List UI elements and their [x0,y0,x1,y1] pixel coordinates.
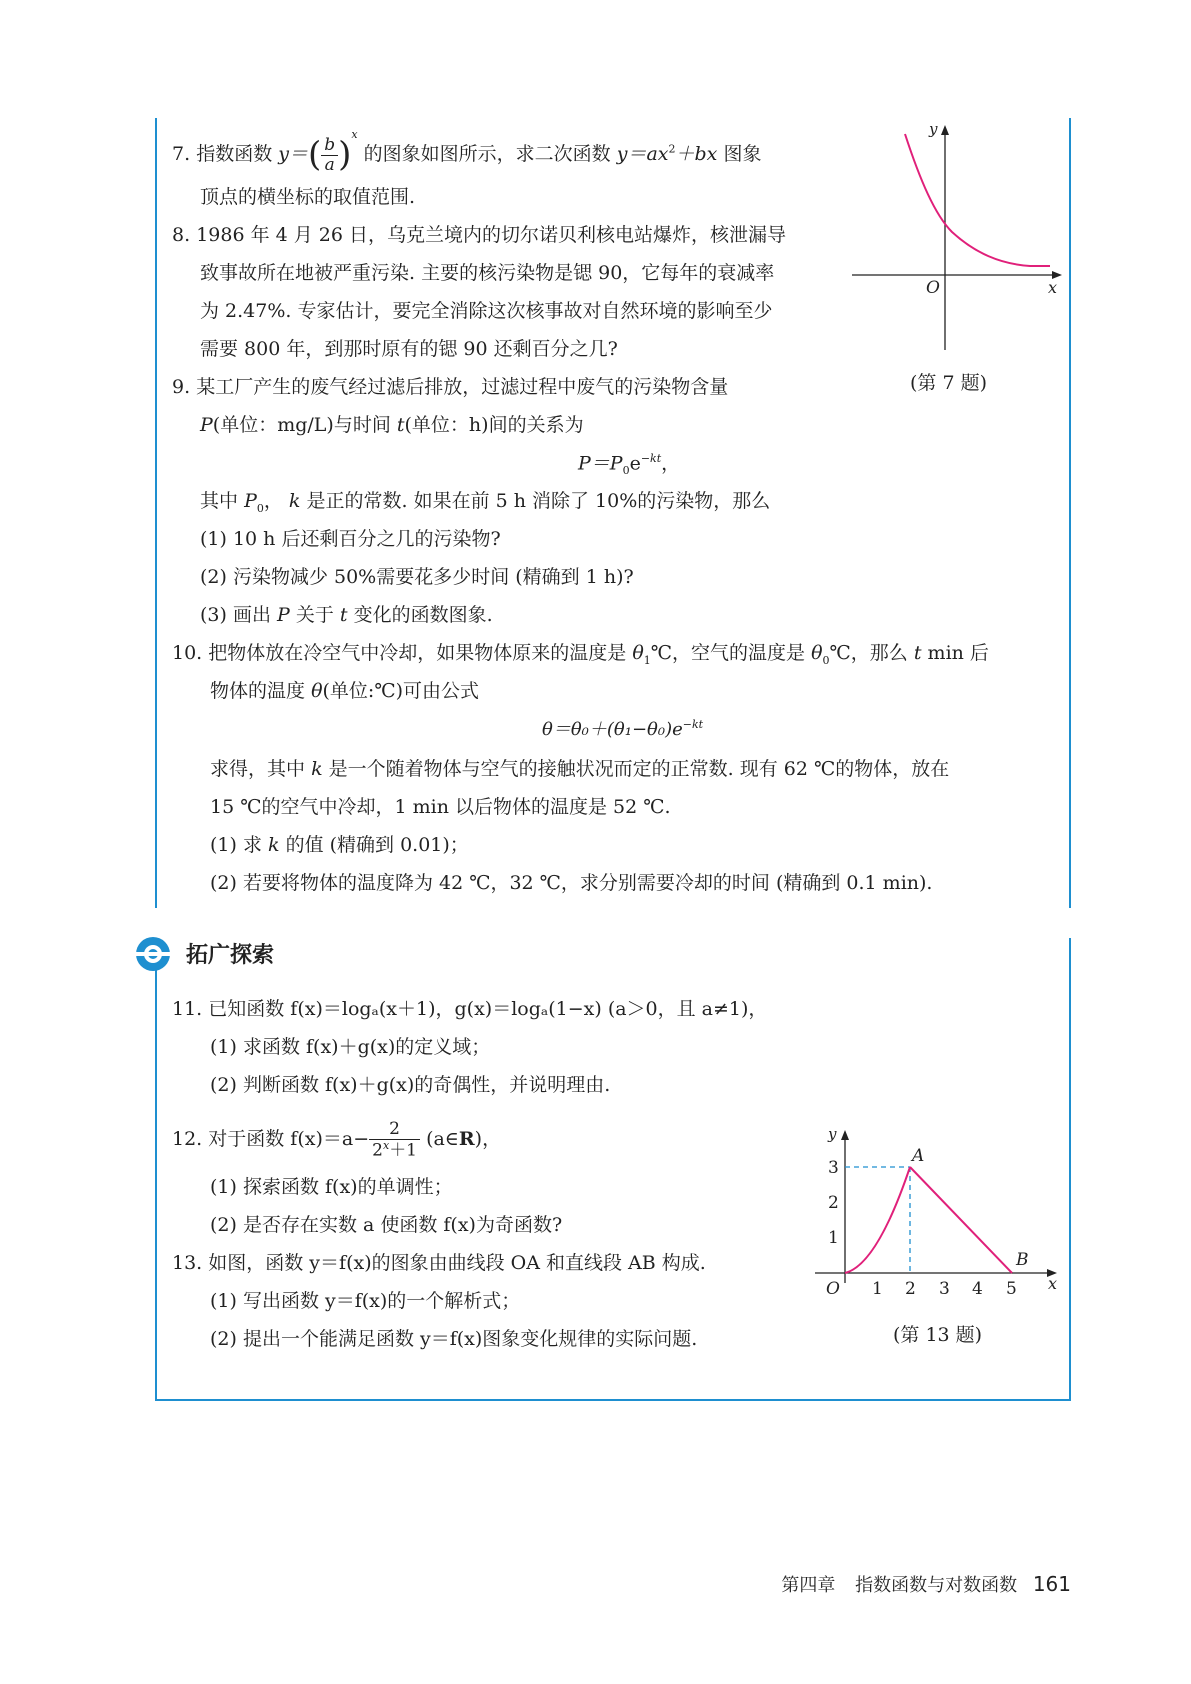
problem-10-line-2 [210,680,479,703]
subscript: 0 [822,653,830,667]
problem-number: 10. [172,642,203,664]
fig13-x-tick-3: 3 [939,1279,950,1299]
problem-text: 关于 [295,604,334,626]
subscript: 1 [643,653,651,667]
problem-7-line-1 [172,128,761,175]
problem-7-line-2: 顶点的横坐标的取值范围. [200,186,416,208]
fig13-y-label: y [828,1125,837,1143]
problem-text: ℃，空气的温度是 [650,642,806,664]
denominator-tail: ＋1 [389,1140,418,1161]
problem-11-line-1 [172,998,767,1021]
problem-text: (a∈ [426,1128,459,1151]
problem-13-sub-1: (1) 写出函数 y＝f(x)的一个解析式； [210,1290,521,1312]
problem-9-sub-2: (2) 污染物减少 50%需要花多少时间 (精确到 1 h)? [200,566,634,588]
problem-11-sub-2: (2) 判断函数 f(x)＋g(x)的奇偶性，并说明理由. [210,1074,611,1096]
problem-10-sub-2: (2) 若要将物体的温度降为 42 ℃，32 ℃，求分别需要冷却的时间 (精确到 0.1 min). [210,872,933,894]
problem-text: 求得，其中 [210,758,306,780]
fig13-point-B-label: B [1016,1250,1029,1270]
fraction-numerator: b [321,136,338,156]
math-var: t [339,604,348,626]
left-paren: ( [307,134,322,175]
problem-text: 变化的函数图象. [353,604,493,626]
math-expression: y＝ [278,143,308,165]
page-number: 161 [1032,1572,1071,1596]
problem-number: 12. [172,1128,203,1151]
problem-10-sub-1 [210,834,469,857]
problem-text: 物体的温度 [210,680,306,702]
problem-text: 是一个随着物体与空气的接触状况而定的正常数. 现有 62 ℃的物体，放在 [328,758,950,780]
problem-text: 对于函数 f(x)＝a− [208,1128,370,1151]
fig13-x-label: x [1048,1274,1058,1293]
problem-number: 13. [172,1252,203,1274]
fig13-y-tick-2: 2 [828,1193,839,1213]
problem-9-sub-3 [200,604,493,627]
fig7-y-label: y [929,120,938,138]
curve-OA [845,1167,910,1273]
fig13-point-A-label: A [912,1146,925,1166]
problem-13-sub-2: (2) 提出一个能满足函数 y＝f(x)图象变化规律的实际问题. [210,1328,698,1350]
problem-text: 图象 [723,143,762,165]
math-var: θ [811,642,823,664]
section-icon [134,935,172,973]
math-var: P [200,414,213,436]
problem-12-sub-1: (1) 探索函数 f(x)的单调性； [210,1176,453,1198]
page-footer [781,1571,1071,1597]
math-var: P [277,604,290,626]
footer-chapter: 第四章 [781,1575,836,1596]
problem-text: (单位：h)间的关系为 [404,414,584,436]
subscript: 0 [622,464,630,478]
problem-text: (3) 画出 [200,604,271,626]
problem-13-line-1 [172,1252,706,1275]
problem-9-line-1 [172,376,728,399]
problem-text: 某工厂产生的废气经过滤后排放，过滤过程中废气的污染物含量 [196,376,729,398]
problem-text: ℃，那么 [829,642,908,664]
exponential-curve [905,134,1050,266]
math-var: t [913,642,922,664]
problem-text: (单位：mg/L)与时间 [212,414,391,436]
fraction-denominator [369,1140,420,1160]
fig13-y-tick-3: 3 [828,1158,839,1178]
exponent: −kt [682,718,704,731]
fraction-2-over-2x-plus-1 [369,1120,420,1160]
fig13-x-tick-5: 5 [1006,1279,1017,1299]
math-var: θ [632,642,644,664]
punctuation: ， [263,490,283,512]
fig13-x-tick-2: 2 [905,1279,916,1299]
math-expression: θ＝θ₀＋(θ₁−θ₀)e [542,719,683,740]
math-expression: P＝P [578,452,623,475]
problem-text: 是正的常数. 如果在前 5 h 消除了 10%的污染物，那么 [306,490,771,512]
problem-11-sub-1: (1) 求函数 f(x)＋g(x)的定义域； [210,1036,491,1058]
fig13-x-tick-1: 1 [872,1279,883,1299]
problem-9-line-2 [200,414,584,437]
y-axis-arrow [841,1130,849,1140]
fig7-x-label: x [1048,278,1058,297]
exponent: 2 [668,142,676,156]
problem-text: 如图，函数 y＝f(x)的图象由曲线段 OA 和直线段 AB 构成. [208,1252,706,1274]
problem-text: 把物体放在冷空气中冷却，如果物体原来的温度是 [208,642,627,664]
problem-text: 的值 (精确到 0.01)； [285,834,469,856]
problem-text: 已知函数 f(x)＝logₐ(x＋1)，g(x)＝logₐ(1−x) (a＞0，且 a≠1)， [208,998,768,1020]
figure-13-caption: (第 13 题) [893,1324,983,1346]
problem-text: min 后 [927,642,989,664]
problem-8-line-2: 致事故所在地被严重污染. 主要的核污染物是锶 90，它每年的衰减率 [200,262,775,284]
problem-number: 9. [172,376,191,398]
problem-text: 的图象如图所示，求二次函数 [363,143,611,165]
problem-8-line-1 [172,224,786,247]
fraction-numerator: 2 [369,1120,420,1140]
denominator-base: 2 [372,1140,383,1161]
figure-13-graph [815,1125,1065,1300]
math-expression: e [629,452,641,475]
problem-text: 其中 [200,490,239,512]
figure-7-caption: (第 7 题) [910,372,987,394]
problem-text: 1986 年 4 月 26 日，乌克兰境内的切尔诺贝利核电站爆炸，核泄漏导 [196,224,787,246]
math-var: θ [311,680,323,702]
problem-8-line-3: 为 2.47%. 专家估计，要完全消除这次核事故对自然环境的影响至少 [200,300,773,322]
exponent: x [382,1138,390,1152]
problem-10-line-5: 15 ℃的空气中冷却，1 min 以后物体的温度是 52 ℃. [210,796,671,818]
problem-number: 11. [172,998,203,1020]
problem-9-sub-1: (1) 10 h 后还剩百分之几的污染物? [200,528,501,550]
problem-9-formula [578,452,680,477]
problem-10-line-4 [210,758,949,781]
figure-7-graph [850,120,1080,360]
footer-title: 指数函数与对数函数 [855,1575,1018,1596]
math-var: t [396,414,405,436]
right-paren: ) [338,134,352,175]
exponent: x [351,128,358,141]
problem-text: (1) 求 [210,834,262,856]
fig13-x-tick-4: 4 [972,1279,983,1299]
y-axis-arrow [941,125,949,135]
section-title: 拓广探索 [186,943,275,968]
math-var: P [244,490,257,512]
problem-10-formula [542,718,703,741]
fig7-origin-label: O [926,278,940,298]
problem-12-sub-2: (2) 是否存在实数 a 使函数 f(x)为奇函数? [210,1214,563,1236]
math-var: k [268,834,280,856]
punctuation: ， [661,452,681,475]
problem-9-line-4 [200,490,770,515]
math-expression: ＋bx [675,143,718,165]
fig13-y-tick-1: 1 [828,1228,839,1248]
problem-text: 指数函数 [196,143,273,165]
problem-text: (单位:℃)可由公式 [322,680,479,702]
problem-number: 8. [172,224,191,246]
problem-8-line-4: 需要 800 年，到那时原有的锶 90 还剩百分之几? [200,338,618,360]
segment-AB [910,1167,1012,1273]
problem-number: 7. [172,143,191,165]
subscript: 0 [256,501,264,515]
problem-10-line-1 [172,642,989,667]
math-expression: y＝ax [616,143,669,165]
exponent: −kt [640,452,662,465]
punctuation: )， [474,1128,502,1151]
fig13-origin-label: O [826,1279,840,1299]
fraction-denominator: a [324,154,335,175]
math-var: k [311,758,323,780]
real-numbers-symbol: R [458,1128,475,1151]
problem-12-line-1 [172,1120,501,1160]
math-var: k [288,490,301,512]
fraction-b-over-a [321,136,338,174]
